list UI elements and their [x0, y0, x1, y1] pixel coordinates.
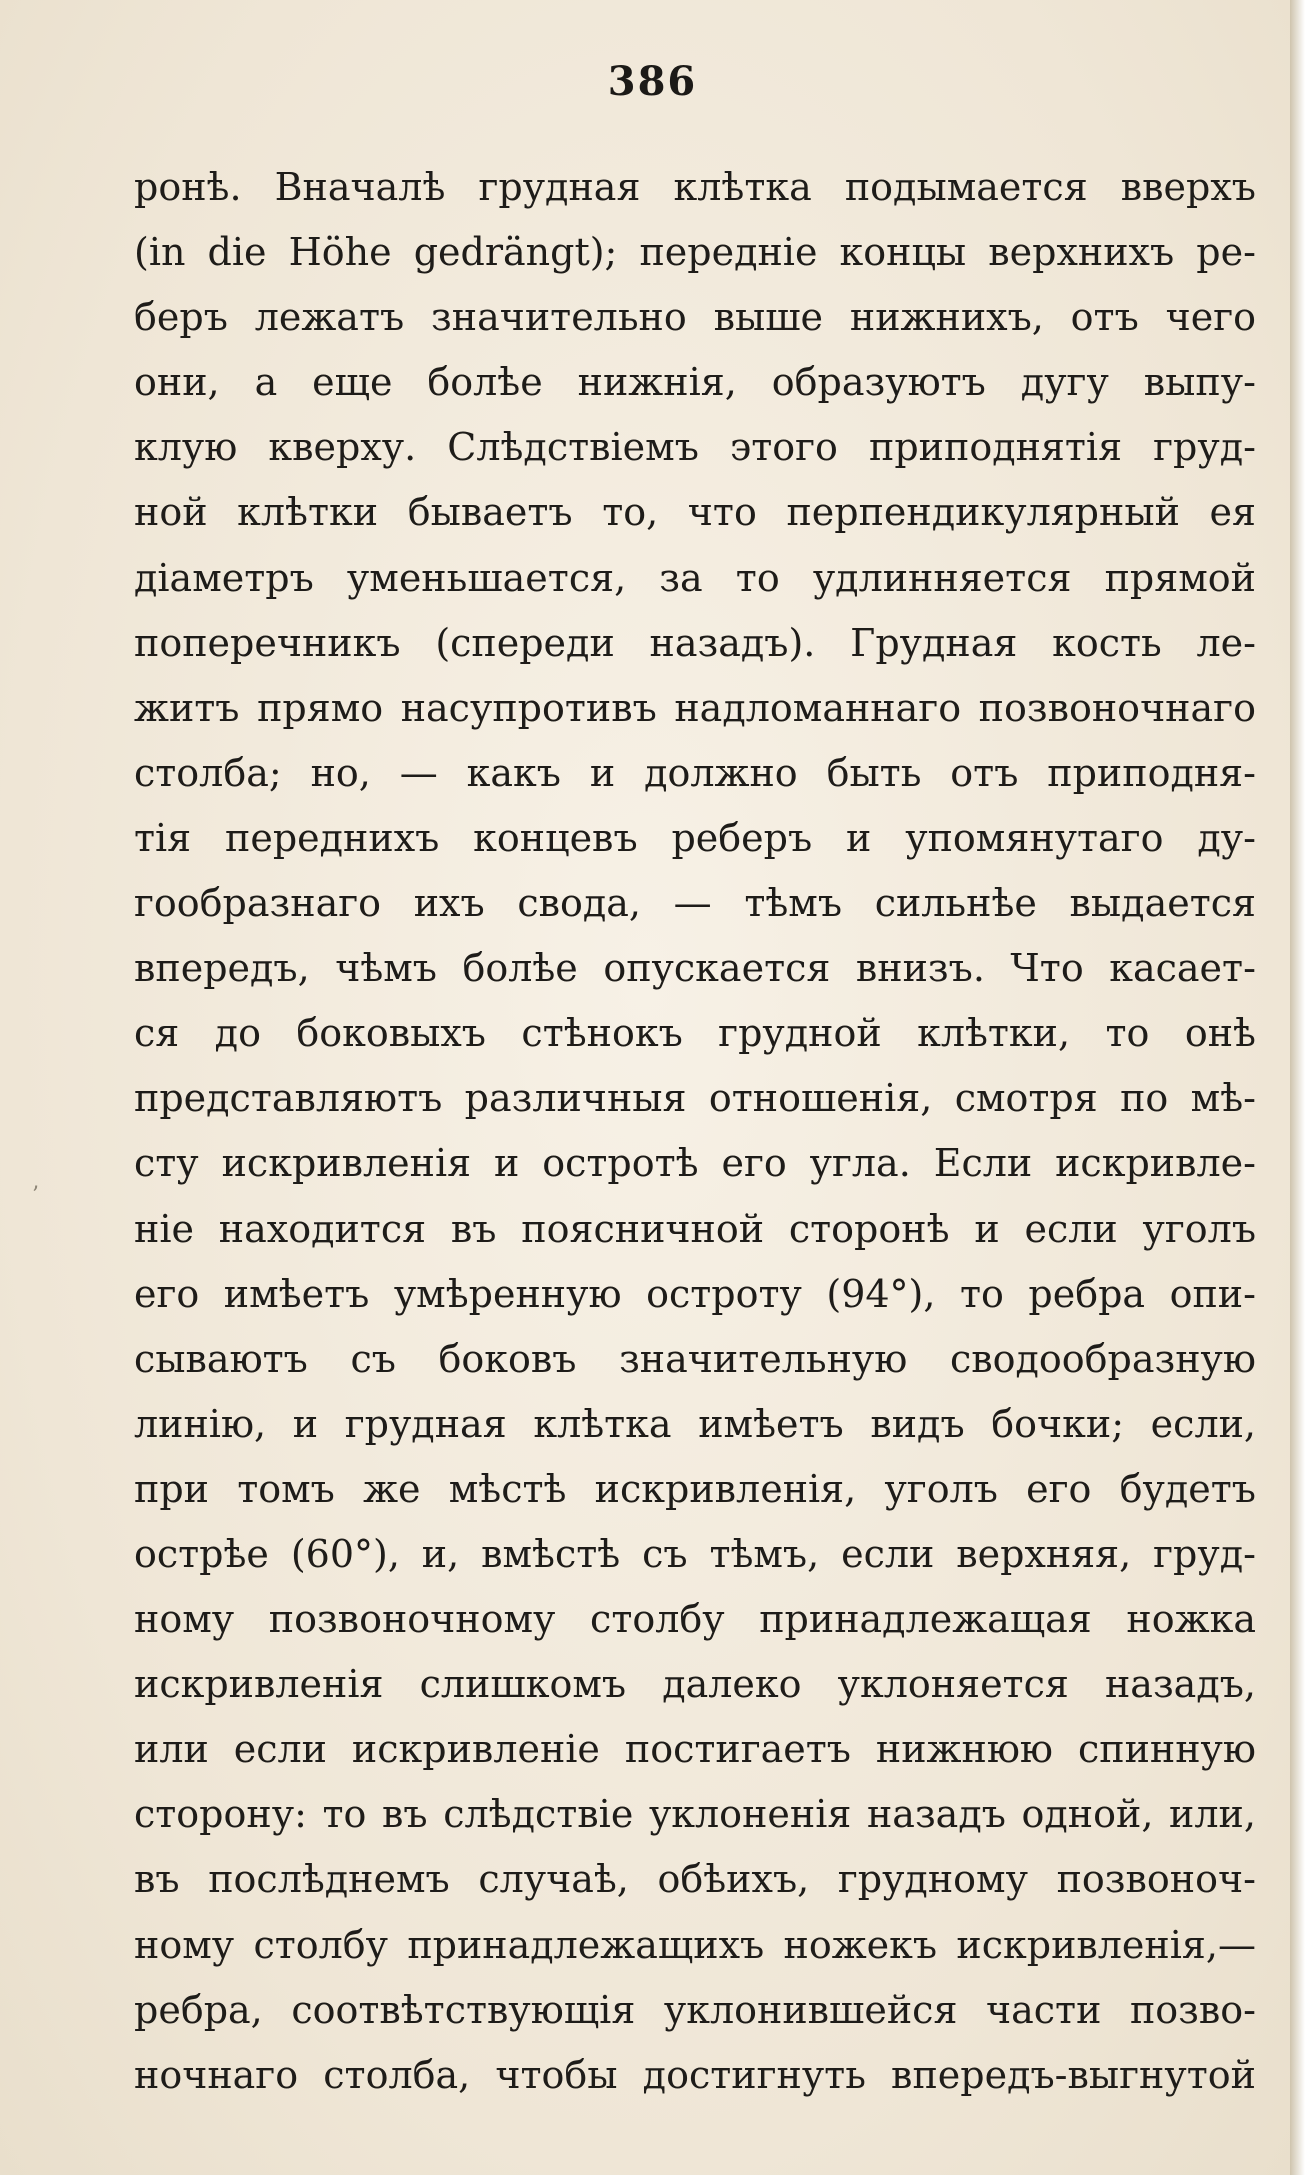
word: находится	[218, 1206, 427, 1251]
word: боковъ	[438, 1336, 577, 1381]
word: ному	[134, 1597, 235, 1642]
word: болѣе	[427, 360, 543, 405]
word: столба,	[323, 2052, 471, 2097]
text-line	[134, 1131, 1256, 1196]
page-edge	[1290, 0, 1305, 2175]
word: отъ	[950, 750, 1019, 795]
word: слишкомъ	[419, 1662, 627, 1707]
word: тѣмъ	[744, 881, 843, 926]
word: бываетъ	[407, 490, 573, 535]
word: назадъ).	[649, 620, 816, 665]
text-line	[134, 741, 1256, 806]
word: и	[974, 1206, 1000, 1251]
word: клую	[134, 425, 238, 470]
word: стѣнокъ	[521, 1011, 683, 1056]
word: лежатъ	[254, 295, 405, 340]
word: die	[207, 230, 267, 275]
word: острѣе	[134, 1531, 269, 1576]
word: и,	[421, 1531, 460, 1576]
word: и	[589, 750, 616, 795]
word: по	[1120, 1076, 1169, 1121]
word: выше	[713, 295, 824, 340]
word: то	[959, 1271, 1004, 1316]
text-line	[134, 676, 1256, 741]
word: томъ	[237, 1466, 335, 1511]
word: въ	[134, 1857, 180, 1902]
word: его	[721, 1141, 787, 1186]
text-line	[134, 1457, 1256, 1522]
word: же	[363, 1466, 421, 1511]
word: значительную	[619, 1336, 908, 1381]
word: если	[1024, 1206, 1118, 1251]
text-line	[134, 1913, 1256, 1978]
text-line	[134, 1717, 1256, 1782]
text-line	[134, 1847, 1256, 1912]
word: ронѣ.	[134, 165, 242, 209]
word: груд-	[1153, 425, 1256, 470]
word: и	[493, 1141, 520, 1186]
word: онѣ	[1184, 1011, 1256, 1056]
word: груд-	[1153, 1531, 1256, 1576]
word: опускается	[603, 946, 831, 991]
word: обѣихъ,	[657, 1857, 810, 1902]
word: удлинняется	[812, 555, 1072, 600]
word: клѣтка	[673, 165, 812, 209]
word: за	[659, 555, 703, 600]
word: уклонившейся	[663, 1987, 958, 2032]
word: его	[1026, 1466, 1092, 1511]
word: позво-	[1129, 1987, 1256, 2032]
word: уголъ	[884, 1466, 998, 1511]
word: части	[985, 1987, 1102, 2032]
word: ребра	[1028, 1271, 1146, 1316]
word: искривленія,—	[956, 1922, 1256, 1967]
word: (in	[134, 230, 186, 275]
text-line	[134, 2043, 1256, 2108]
word: касает-	[1109, 946, 1256, 991]
word: —	[399, 750, 438, 795]
word: верхнихъ	[988, 230, 1175, 275]
word: и	[846, 815, 872, 860]
word: ночнаго	[134, 2052, 299, 2097]
word: чѣмъ	[335, 946, 437, 991]
word: переднихъ	[225, 815, 440, 860]
word: грудная	[478, 165, 641, 209]
text-line	[134, 415, 1256, 480]
word: различныя	[464, 1076, 687, 1121]
word: мѣ-	[1190, 1076, 1256, 1121]
word: нижнія,	[577, 360, 737, 405]
word: спинную	[1077, 1727, 1256, 1772]
text-line	[134, 1327, 1256, 1392]
word: слѣдствіе	[443, 1792, 634, 1837]
word: гообразнаго	[134, 881, 382, 926]
text-line	[134, 480, 1256, 545]
word: позвоночнаго	[978, 685, 1256, 730]
word: уклоненія	[648, 1792, 852, 1837]
word: значительно	[431, 295, 687, 340]
word: если	[233, 1727, 327, 1772]
word: представляютъ	[134, 1076, 443, 1121]
word: выдается	[1069, 881, 1256, 926]
word: ребра,	[134, 1987, 263, 2032]
word: кость	[1052, 620, 1162, 665]
word: остроту	[646, 1271, 802, 1316]
word: приподнятія	[869, 425, 1123, 470]
text-line	[134, 1066, 1256, 1131]
word: линію,	[134, 1401, 267, 1446]
word: ножка	[1126, 1597, 1256, 1642]
word: свода,	[517, 881, 641, 926]
word: болѣе	[462, 946, 578, 991]
word: или,	[1169, 1792, 1256, 1837]
word: Слѣдствіемъ	[447, 425, 699, 470]
word: до	[214, 1011, 261, 1056]
word: ной	[134, 490, 208, 535]
text-line	[134, 871, 1256, 936]
word: житъ	[134, 685, 240, 730]
body-text	[134, 155, 1256, 2108]
word: постигаетъ	[624, 1727, 851, 1772]
word: Если	[933, 1141, 1033, 1186]
word: перпендикулярный	[786, 490, 1180, 535]
word: при	[134, 1466, 209, 1511]
word: концы	[839, 230, 967, 275]
word: или	[134, 1727, 209, 1772]
word: отношенія,	[708, 1076, 933, 1121]
word: они,	[134, 360, 220, 405]
word: Höhe	[288, 230, 392, 275]
word: то	[322, 1792, 367, 1837]
text-line	[134, 1978, 1256, 2043]
text-line	[134, 1392, 1256, 1457]
word: смотря	[954, 1076, 1098, 1121]
word: одной,	[1021, 1792, 1154, 1837]
word: ихъ	[413, 881, 485, 926]
word: отъ	[1070, 295, 1139, 340]
word: ле-	[1196, 620, 1256, 665]
word: столбу	[253, 1922, 388, 1967]
word: соотвѣтствующія	[291, 1987, 636, 2032]
word: ея	[1209, 490, 1256, 535]
word: но,	[310, 750, 371, 795]
word: сторонѣ	[788, 1206, 950, 1251]
word: сильнѣе	[874, 881, 1037, 926]
word: тія	[134, 815, 192, 860]
word: сту	[134, 1141, 199, 1186]
word: клѣтка	[533, 1401, 672, 1446]
word: ду-	[1197, 815, 1256, 860]
word: то	[1105, 1011, 1150, 1056]
word: беръ	[134, 295, 228, 340]
word: сторону:	[134, 1792, 307, 1837]
word: а	[254, 360, 278, 405]
word: этого	[729, 425, 838, 470]
word: ся	[134, 1011, 180, 1056]
word: уголъ	[1142, 1206, 1256, 1251]
word: ному	[134, 1922, 235, 1967]
word: приподня-	[1047, 750, 1256, 795]
word: послѣднемъ	[208, 1857, 450, 1902]
word: (60°),	[290, 1531, 400, 1576]
word: надломаннаго	[674, 685, 962, 730]
word: угла.	[809, 1141, 911, 1186]
word: позвоночному	[268, 1597, 556, 1642]
text-line	[134, 285, 1256, 350]
word: впередъ-выгнутой	[891, 2052, 1256, 2097]
text-line	[134, 1197, 1256, 1262]
text-line	[134, 611, 1256, 676]
word: столбу	[590, 1597, 725, 1642]
word: (спереди	[435, 620, 615, 665]
word: боковыхъ	[296, 1011, 486, 1056]
word: Вначалѣ	[274, 165, 446, 209]
word: кверху.	[268, 425, 417, 470]
word: имѣетъ	[698, 1401, 844, 1446]
text-line	[134, 1652, 1256, 1717]
text-line	[134, 806, 1256, 871]
word: искривленія	[134, 1662, 384, 1707]
text-line	[134, 936, 1256, 1001]
word: бочки;	[991, 1401, 1125, 1446]
word: уклоняется	[837, 1662, 1069, 1707]
word: искривленія,	[594, 1466, 857, 1511]
word: столба;	[134, 750, 282, 795]
text-line	[134, 155, 1256, 220]
word: образуютъ	[771, 360, 986, 405]
word: реберъ	[671, 815, 813, 860]
word: искривленія	[221, 1141, 472, 1186]
text-line	[134, 1522, 1256, 1587]
word: насупротивъ	[400, 685, 657, 730]
word: нижнюю	[875, 1727, 1054, 1772]
word: видъ	[870, 1401, 965, 1446]
text-line	[134, 1262, 1256, 1327]
word: достигнуть	[642, 2052, 866, 2097]
word: съ	[642, 1531, 688, 1576]
word: концевъ	[473, 815, 638, 860]
word: нижнихъ,	[849, 295, 1044, 340]
word: подымается	[844, 165, 1088, 209]
word: принадлежащая	[759, 1597, 1092, 1642]
word: сываютъ	[134, 1336, 308, 1381]
word: назадъ,	[1104, 1662, 1256, 1707]
word: далеко	[662, 1662, 802, 1707]
word: уменьшается,	[346, 555, 627, 600]
word: клѣтки,	[917, 1011, 1071, 1056]
word: умѣренную	[393, 1271, 622, 1316]
word: позвоноч-	[1056, 1857, 1256, 1902]
word: передніе	[639, 230, 818, 275]
word: дугу	[1020, 360, 1109, 405]
word: ре-	[1196, 230, 1256, 275]
word: имѣетъ	[223, 1271, 370, 1316]
text-line	[134, 1001, 1256, 1066]
word: Что	[1010, 946, 1084, 991]
word: если,	[1150, 1401, 1256, 1446]
margin-mark: ’	[32, 1183, 39, 1208]
word: съ	[350, 1336, 396, 1381]
word: грудному	[837, 1857, 1028, 1902]
word: —	[673, 881, 712, 926]
word: то	[735, 555, 780, 600]
word: назадъ	[866, 1792, 1006, 1837]
text-line	[134, 546, 1256, 611]
word: (94°),	[826, 1271, 936, 1316]
word: въ	[450, 1206, 497, 1251]
word: выпу-	[1143, 360, 1256, 405]
word: прямо	[257, 685, 384, 730]
word: упомянутаго	[905, 815, 1164, 860]
word: ніе	[134, 1206, 194, 1251]
word: если	[841, 1531, 935, 1576]
word: тѣмъ,	[709, 1531, 820, 1576]
word: ножекъ	[783, 1922, 938, 1967]
word: внизъ.	[855, 946, 985, 991]
word: быть	[826, 750, 922, 795]
text-line	[134, 220, 1256, 285]
word: мѣстѣ	[448, 1466, 567, 1511]
word: поперечникъ	[134, 620, 401, 665]
word: грудной	[718, 1011, 882, 1056]
word: Грудная	[850, 620, 1018, 665]
word: должно	[644, 750, 798, 795]
word: принадлежащихъ	[407, 1922, 765, 1967]
word: впередъ,	[134, 946, 310, 991]
word: вверхъ	[1120, 165, 1256, 209]
word: его	[134, 1271, 200, 1316]
word: въ	[382, 1792, 428, 1837]
word: верхняя,	[956, 1531, 1132, 1576]
word: прямой	[1104, 555, 1256, 600]
word: поясничной	[521, 1206, 765, 1251]
word: вмѣстѣ	[481, 1531, 621, 1576]
word: сводообразную	[949, 1336, 1256, 1381]
word: остротѣ	[542, 1141, 699, 1186]
word: случаѣ,	[478, 1857, 629, 1902]
word: еще	[312, 360, 393, 405]
word: gedrängt);	[413, 230, 618, 275]
page-number: 386	[607, 58, 698, 105]
word: клѣтки	[237, 490, 379, 535]
word: грудная	[344, 1401, 507, 1446]
word: какъ	[466, 750, 561, 795]
word: что	[687, 490, 757, 535]
word: чтобы	[495, 2052, 618, 2097]
word: опи-	[1169, 1271, 1256, 1316]
word: искривле-	[1055, 1141, 1256, 1186]
text-line	[134, 1587, 1256, 1652]
word: будетъ	[1119, 1466, 1256, 1511]
text-line	[134, 350, 1256, 415]
word: чего	[1165, 295, 1256, 340]
word: то,	[602, 490, 659, 535]
text-line	[134, 1782, 1256, 1847]
word: діаметръ	[134, 555, 314, 600]
word: искривленіе	[351, 1727, 600, 1772]
word: и	[292, 1401, 319, 1446]
